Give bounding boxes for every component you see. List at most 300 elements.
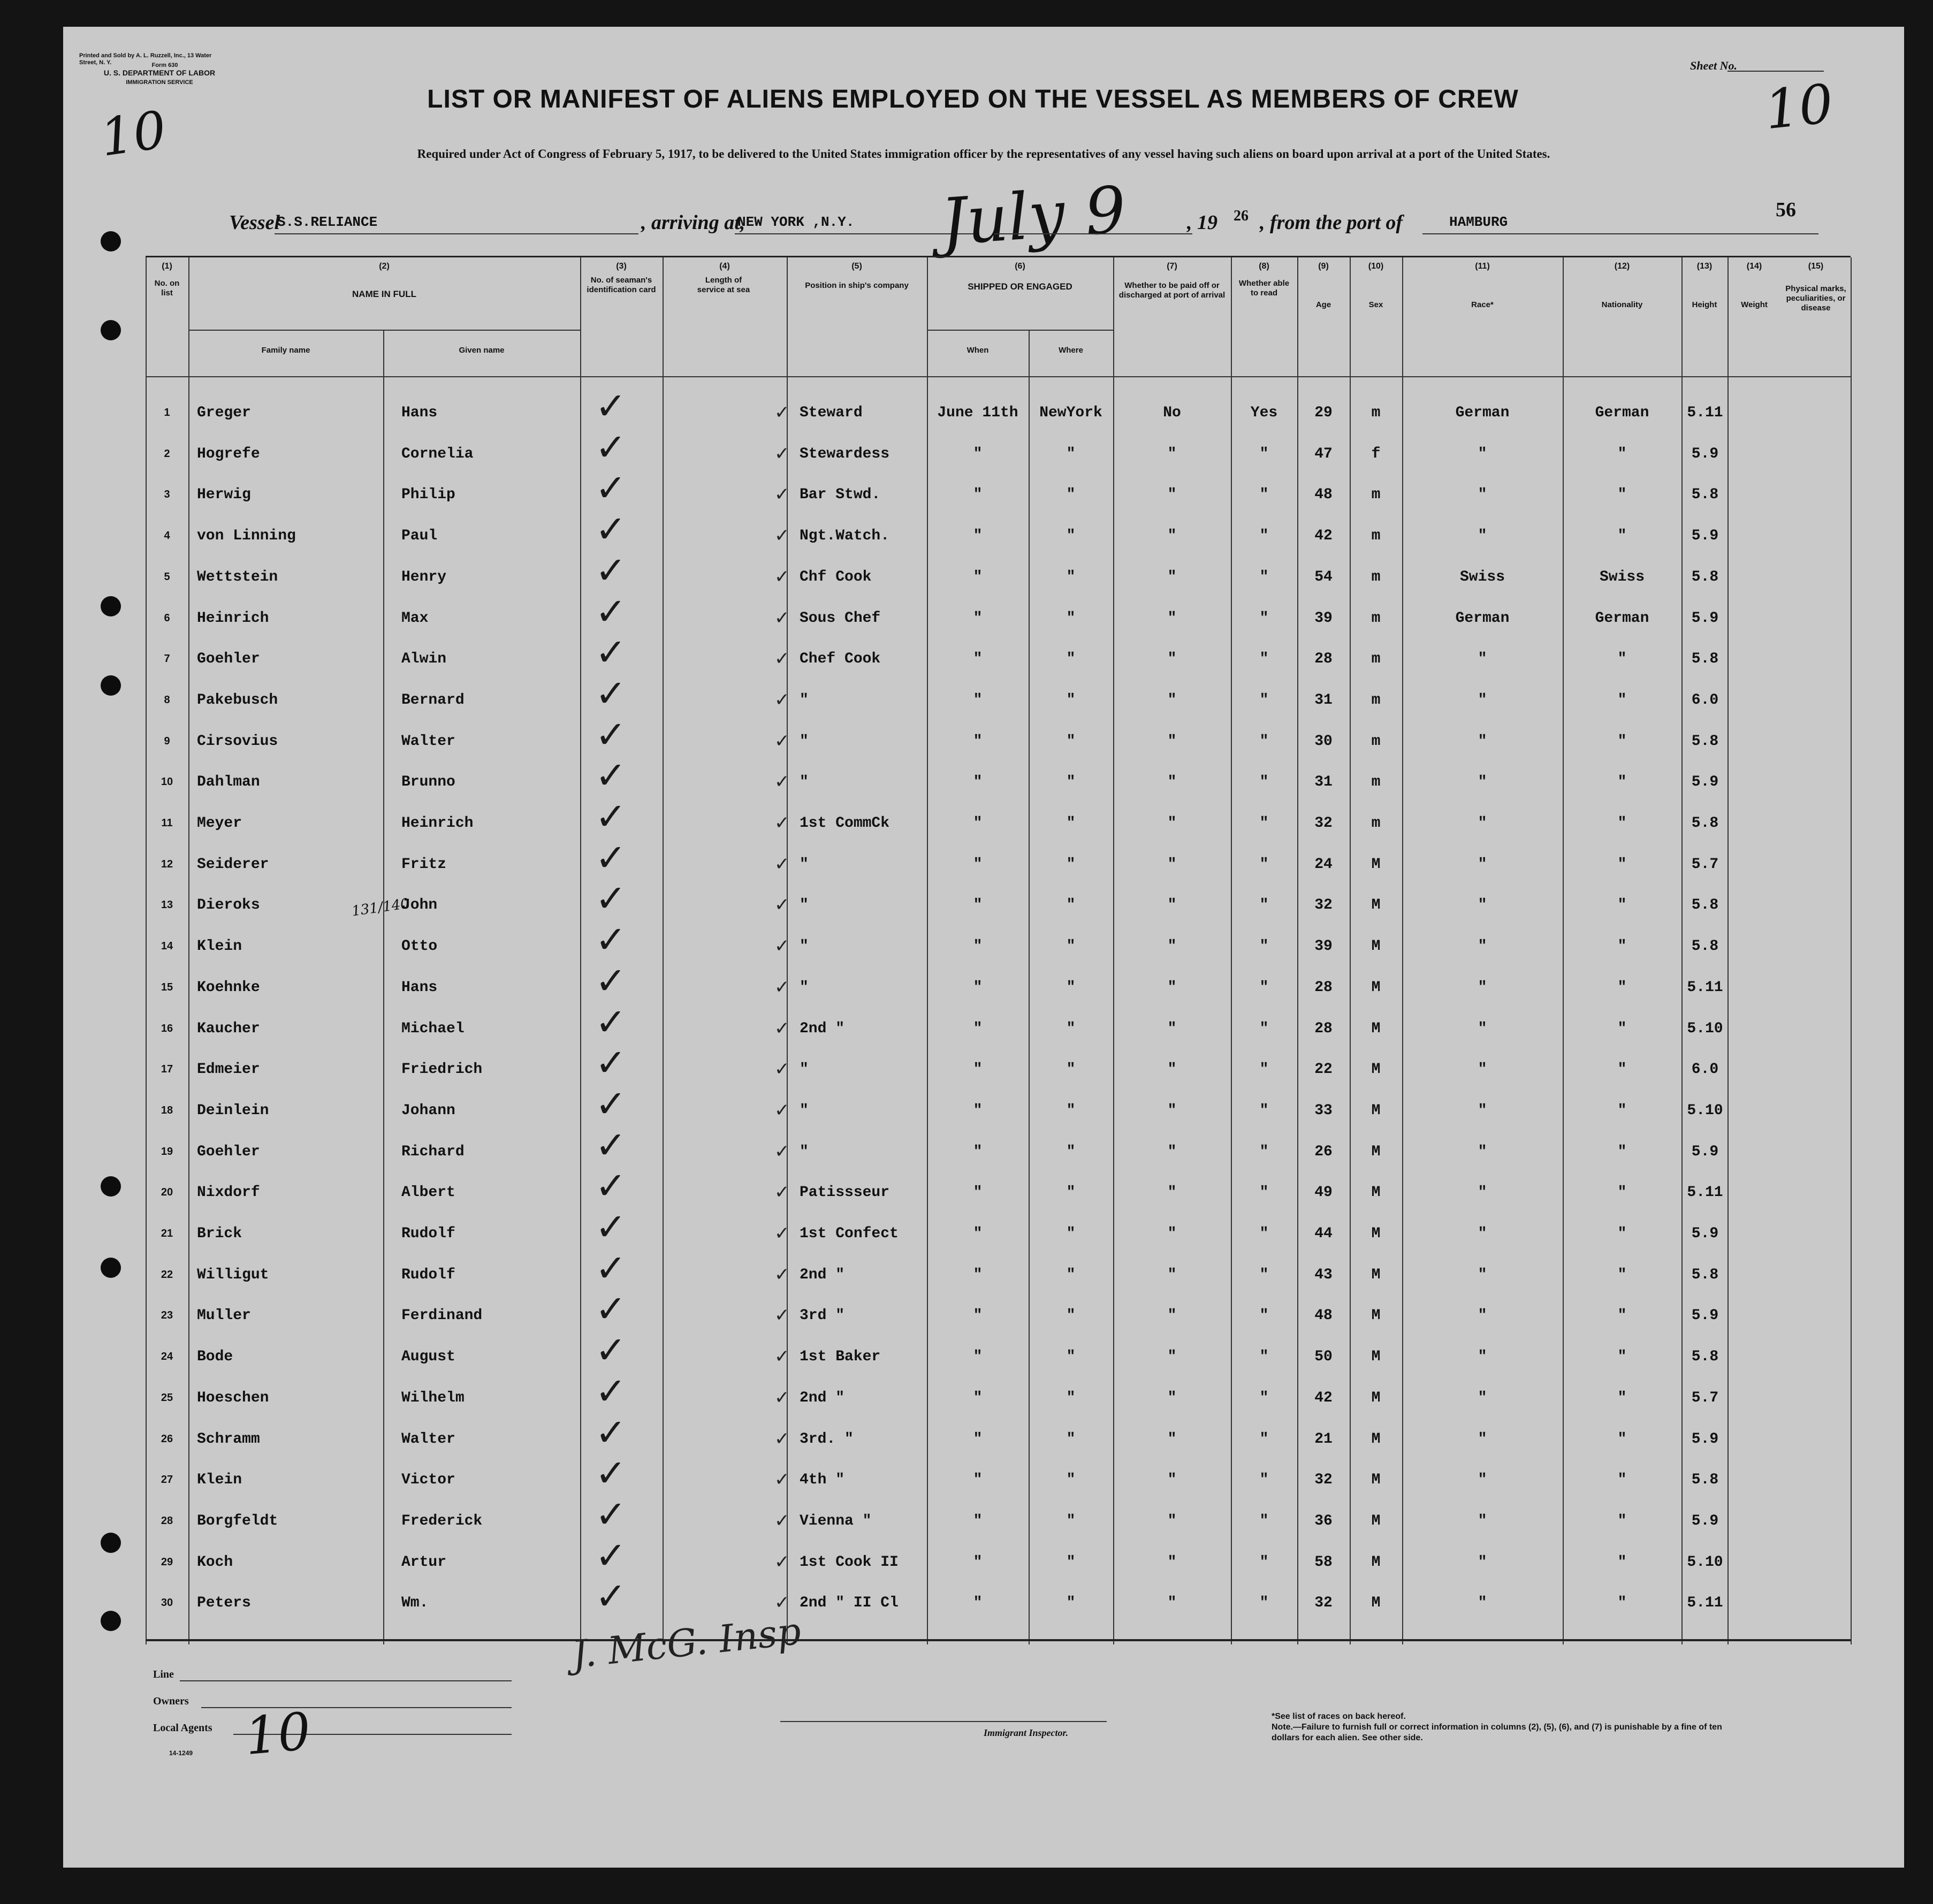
cell-where: " <box>1066 979 1076 996</box>
cell-paid: " <box>1167 938 1177 955</box>
table-row <box>146 507 1851 557</box>
cell-family: Kaucher <box>197 1020 260 1037</box>
cell-position: 3rd. " <box>800 1431 854 1448</box>
cell-where: " <box>1066 486 1076 503</box>
cell-height: 5.11 <box>1687 979 1723 996</box>
cell-when: " <box>973 1102 983 1119</box>
cell-where: " <box>1066 1595 1076 1611</box>
cell-nationality: " <box>1617 1225 1627 1242</box>
cell-nationality: " <box>1617 692 1627 709</box>
page-number: 56 <box>1776 199 1796 221</box>
cell-sex: M <box>1371 1595 1381 1611</box>
cell-race: " <box>1478 486 1487 503</box>
position-check-icon: ✓ <box>774 484 790 505</box>
cell-given: Cornelia <box>401 446 474 462</box>
cell-where: " <box>1066 1431 1076 1448</box>
position-check-icon: ✓ <box>774 1305 790 1326</box>
cell-read: " <box>1259 774 1269 790</box>
cell-paid: " <box>1167 569 1177 585</box>
cell-read: " <box>1259 938 1269 955</box>
vessel-name: S.S.RELIANCE <box>277 214 378 230</box>
cell-where: " <box>1066 1349 1076 1365</box>
cell-nationality: " <box>1617 1102 1627 1119</box>
col-10-number: (10) <box>1368 262 1384 271</box>
cell-read: " <box>1259 1184 1269 1201</box>
cell-read: " <box>1259 486 1269 503</box>
table-row <box>146 753 1851 803</box>
col-8-number: (8) <box>1259 262 1269 271</box>
cell-sex: m <box>1371 528 1381 544</box>
col-1-header: No. on list <box>154 279 180 298</box>
owners-label: Owners <box>153 1695 189 1707</box>
id-card-check-icon: ✓ <box>595 1574 627 1618</box>
cell-paid: " <box>1167 692 1177 709</box>
cell-where: " <box>1066 446 1076 462</box>
cell-when: " <box>973 897 983 913</box>
cell-race: German <box>1455 405 1510 421</box>
cell-paid: " <box>1167 528 1177 544</box>
cell-age: 32 <box>1314 897 1333 913</box>
cell-where: " <box>1066 856 1076 873</box>
id-card-check-icon: ✓ <box>595 1492 627 1536</box>
cell-position: 2nd " <box>800 1390 845 1406</box>
cell-age: 54 <box>1314 569 1333 585</box>
cell-sex: M <box>1371 1225 1381 1242</box>
cell-given: Hans <box>401 405 438 421</box>
col-14-number: (14) <box>1746 262 1762 271</box>
cell-no: 3 <box>164 489 170 500</box>
vessel-label: Vessel <box>229 211 280 234</box>
cell-sex: m <box>1371 486 1381 503</box>
table-row <box>146 713 1851 762</box>
cell-where: " <box>1066 1102 1076 1119</box>
cell-sex: M <box>1371 1390 1381 1406</box>
cell-read: " <box>1259 610 1269 627</box>
position-check-icon: ✓ <box>774 1346 790 1367</box>
cell-where: " <box>1066 692 1076 709</box>
col-9-header: Age <box>1315 300 1331 309</box>
cell-read: " <box>1259 1102 1269 1119</box>
cell-where: " <box>1066 1061 1076 1078</box>
cell-race: " <box>1478 1020 1487 1037</box>
id-card-check-icon: ✓ <box>595 630 627 674</box>
cell-given: Wm. <box>401 1595 429 1611</box>
cell-race: " <box>1478 815 1487 832</box>
cell-nationality: " <box>1617 815 1627 832</box>
cell-family: Hogrefe <box>197 446 260 462</box>
cell-read: " <box>1259 569 1269 585</box>
cell-nationality: " <box>1617 979 1627 996</box>
cell-family: Goehler <box>197 1144 260 1160</box>
cell-when: " <box>973 1144 983 1160</box>
table-row <box>146 1246 1851 1296</box>
cell-when: " <box>973 1061 983 1078</box>
cell-paid: " <box>1167 610 1177 627</box>
cell-nationality: " <box>1617 897 1627 913</box>
cell-when: " <box>973 1390 983 1406</box>
arriving-label: , arriving at, <box>641 211 745 234</box>
cell-age: 58 <box>1314 1554 1333 1571</box>
cell-height: 5.8 <box>1691 1349 1719 1365</box>
from-port: HAMBURG <box>1449 214 1508 230</box>
from-port-underline <box>1422 233 1818 234</box>
cell-height: 5.9 <box>1691 1513 1719 1529</box>
position-check-icon: ✓ <box>774 1264 790 1285</box>
cell-position: " <box>800 897 809 913</box>
cell-nationality: " <box>1617 1390 1627 1406</box>
cell-family: Borgfeldt <box>197 1513 278 1529</box>
cell-given: Otto <box>401 938 438 955</box>
cell-nationality: " <box>1617 774 1627 790</box>
arrival-date: July 9 <box>938 173 1129 260</box>
cell-family: Seiderer <box>197 856 269 873</box>
cell-height: 5.8 <box>1691 733 1719 750</box>
col-1-number: (1) <box>162 262 172 271</box>
id-card-check-icon: ✓ <box>595 549 627 592</box>
cell-paid: " <box>1167 1144 1177 1160</box>
cell-age: 31 <box>1314 692 1333 709</box>
cell-no: 8 <box>164 694 170 706</box>
table-row <box>146 1411 1851 1460</box>
table-row <box>146 425 1851 475</box>
col-9-number: (9) <box>1318 262 1329 271</box>
table-row <box>146 1000 1851 1049</box>
cell-no: 2 <box>164 448 170 460</box>
cell-sex: M <box>1371 938 1381 955</box>
cell-given: Walter <box>401 733 455 750</box>
position-check-icon: ✓ <box>774 1387 790 1408</box>
cell-race: " <box>1478 856 1487 873</box>
cell-age: 32 <box>1314 1595 1333 1611</box>
cell-when: " <box>973 979 983 996</box>
cell-age: 24 <box>1314 856 1333 873</box>
cell-no: 23 <box>161 1309 173 1321</box>
cell-family: Wettstein <box>197 569 278 585</box>
date-underline <box>994 233 1192 234</box>
cell-position: 1st Baker <box>800 1349 881 1365</box>
cell-where: " <box>1066 1225 1076 1242</box>
cell-sex: M <box>1371 1184 1381 1201</box>
cell-position: " <box>800 938 809 955</box>
cell-age: 50 <box>1314 1349 1333 1365</box>
table-row <box>146 1369 1851 1419</box>
cell-nationality: " <box>1617 486 1627 503</box>
cell-given: Bernard <box>401 692 465 709</box>
cell-position: 2nd " <box>800 1267 845 1283</box>
vessel-underline <box>275 233 638 234</box>
cell-position: 2nd " <box>800 1020 845 1037</box>
cell-sex: M <box>1371 1349 1381 1365</box>
service-label: IMMIGRATION SERVICE <box>126 79 193 86</box>
cell-paid: " <box>1167 1020 1177 1037</box>
cell-age: 39 <box>1314 610 1333 627</box>
cell-paid: " <box>1167 897 1177 913</box>
id-card-check-icon: ✓ <box>595 507 627 551</box>
position-check-icon: ✓ <box>774 443 790 464</box>
cell-race: " <box>1478 1390 1487 1406</box>
cell-read: " <box>1259 1061 1269 1078</box>
table-row <box>146 672 1851 721</box>
cell-height: 5.9 <box>1691 528 1719 544</box>
cell-no: 30 <box>161 1597 173 1609</box>
cell-sex: M <box>1371 979 1381 996</box>
cell-race: " <box>1478 1061 1487 1078</box>
cell-when: " <box>973 733 983 750</box>
position-check-icon: ✓ <box>774 935 790 957</box>
year-suffix: 26 <box>1234 208 1249 224</box>
cell-height: 5.8 <box>1691 651 1719 667</box>
inspector-field <box>780 1721 1107 1722</box>
col-2-number: (2) <box>379 262 390 271</box>
cell-read: " <box>1259 1431 1269 1448</box>
table-row <box>146 384 1851 433</box>
cell-nationality: " <box>1617 733 1627 750</box>
table-row <box>146 466 1851 515</box>
cell-position: 1st Cook II <box>800 1554 899 1571</box>
cell-read: " <box>1259 1390 1269 1406</box>
cell-no: 9 <box>164 735 170 747</box>
col-12-header: Nationality <box>1601 300 1643 309</box>
cell-nationality: " <box>1617 1020 1627 1037</box>
cell-read: " <box>1259 815 1269 832</box>
cell-when: " <box>973 856 983 873</box>
cell-position: " <box>800 979 809 996</box>
cell-sex: M <box>1371 1020 1381 1037</box>
cell-paid: " <box>1167 733 1177 750</box>
position-check-icon: ✓ <box>774 1182 790 1203</box>
cell-paid: " <box>1167 1102 1177 1119</box>
cell-position: Patissseur <box>800 1184 890 1201</box>
position-check-icon: ✓ <box>774 566 790 588</box>
cell-when: " <box>973 1554 983 1571</box>
cell-height: 5.8 <box>1691 897 1719 913</box>
printer-credit: Printed and Sold by A. L. Ruzzell, Inc., 13 Water Street, N. Y. <box>79 52 212 66</box>
cell-given: Henry <box>401 569 447 585</box>
col-3-number: (3) <box>616 262 627 271</box>
penalty-note: Note.—Failure to furnish full or correct information in columns (2), (5), (6), and (7) is punishable by a fine of ten dollars for each alien. See other side. <box>1272 1723 1722 1742</box>
cell-read: " <box>1259 1020 1269 1037</box>
cell-given: Richard <box>401 1144 465 1160</box>
cell-given: Friedrich <box>401 1061 483 1078</box>
local-agents-label: Local Agents <box>153 1722 212 1734</box>
cell-sex: M <box>1371 1431 1381 1448</box>
position-check-icon: ✓ <box>774 1223 790 1244</box>
cell-read: " <box>1259 651 1269 667</box>
cell-sex: M <box>1371 1472 1381 1488</box>
cell-race: " <box>1478 1554 1487 1571</box>
cell-given: Michael <box>401 1020 465 1037</box>
cell-read: " <box>1259 1554 1269 1571</box>
cell-height: 5.8 <box>1691 1472 1719 1488</box>
cell-sex: m <box>1371 569 1381 585</box>
cell-position: Stewardess <box>800 446 890 462</box>
cell-read: " <box>1259 1144 1269 1160</box>
cell-no: 14 <box>161 940 173 952</box>
cell-position: " <box>800 1061 809 1078</box>
id-card-check-icon: ✓ <box>595 713 627 757</box>
cell-no: 4 <box>164 530 170 542</box>
id-card-check-icon: ✓ <box>595 918 627 962</box>
cell-where: " <box>1066 1267 1076 1283</box>
table-row <box>146 1534 1851 1583</box>
cell-given: Rudolf <box>401 1267 455 1283</box>
position-check-icon: ✓ <box>774 854 790 875</box>
cell-age: 47 <box>1314 446 1333 462</box>
cell-sex: M <box>1371 856 1381 873</box>
cell-sex: M <box>1371 1061 1381 1078</box>
id-card-check-icon: ✓ <box>595 1246 627 1290</box>
id-card-check-icon: ✓ <box>595 1205 627 1249</box>
col-10-header: Sex <box>1368 300 1383 309</box>
cell-race: " <box>1478 446 1487 462</box>
table-row <box>146 549 1851 598</box>
cell-family: Dieroks <box>197 897 260 913</box>
cell-family: Brick <box>197 1225 242 1242</box>
cell-where: " <box>1066 1020 1076 1037</box>
cell-paid: " <box>1167 856 1177 873</box>
col-2-header: NAME IN FULL <box>352 289 416 299</box>
id-card-check-icon: ✓ <box>595 1451 627 1495</box>
col-7-number: (7) <box>1167 262 1177 271</box>
cell-no: 6 <box>164 612 170 624</box>
cell-position: " <box>800 856 809 873</box>
cell-given: Heinrich <box>401 815 474 832</box>
cell-given: Frederick <box>401 1513 483 1529</box>
cell-given: Ferdinand <box>401 1307 483 1324</box>
cell-nationality: " <box>1617 1513 1627 1529</box>
cell-no: 17 <box>161 1063 173 1075</box>
cell-when: June 11th <box>937 405 1018 421</box>
cell-position: " <box>800 692 809 709</box>
page-subtitle: Required under Act of Congress of February 5, 1917, to be delivered to the United States immigration officer by the representatives of any vessel having such aliens on board upon arrival at a port of the United States. <box>417 147 1550 161</box>
cell-height: 5.8 <box>1691 938 1719 955</box>
cell-nationality: German <box>1595 405 1649 421</box>
cell-paid: " <box>1167 651 1177 667</box>
cell-no: 26 <box>161 1433 173 1445</box>
id-card-check-icon: ✓ <box>595 1534 627 1578</box>
sheet-number: 10 <box>1762 72 1836 142</box>
cell-height: 5.9 <box>1691 1225 1719 1242</box>
cell-age: 32 <box>1314 815 1333 832</box>
cell-read: " <box>1259 1595 1269 1611</box>
cell-family: Willigut <box>197 1267 269 1283</box>
cell-no: 20 <box>161 1186 173 1198</box>
position-check-icon: ✓ <box>774 1018 790 1039</box>
cell-read: " <box>1259 528 1269 544</box>
cell-age: 28 <box>1314 1020 1333 1037</box>
cell-race: " <box>1478 1472 1487 1488</box>
cell-read: " <box>1259 1267 1269 1283</box>
cell-given: Wilhelm <box>401 1390 465 1406</box>
cell-nationality: " <box>1617 938 1627 955</box>
cell-position: 2nd " II Cl <box>800 1595 899 1611</box>
cell-no: 1 <box>164 407 170 418</box>
cell-given: August <box>401 1349 455 1365</box>
cell-age: 49 <box>1314 1184 1333 1201</box>
cell-height: 5.10 <box>1687 1102 1723 1119</box>
table-row <box>146 959 1851 1008</box>
sheet-line <box>1727 71 1824 72</box>
cell-family: Pakebusch <box>197 692 278 709</box>
cell-nationality: " <box>1617 651 1627 667</box>
col-11-number: (11) <box>1475 262 1490 271</box>
punch-hole <box>101 596 121 616</box>
department-label: U. S. DEPARTMENT OF LABOR <box>103 68 216 77</box>
cell-read: " <box>1259 1349 1269 1365</box>
cell-given: Fritz <box>401 856 447 873</box>
cell-when: " <box>973 1225 983 1242</box>
cell-race: " <box>1478 733 1487 750</box>
cell-given: John <box>401 897 438 913</box>
crew-table <box>146 256 1851 1644</box>
cell-race: " <box>1478 692 1487 709</box>
cell-paid: " <box>1167 1061 1177 1078</box>
cell-when: " <box>973 486 983 503</box>
cell-nationality: " <box>1617 446 1627 462</box>
cell-where: " <box>1066 1307 1076 1324</box>
sheet-label: Sheet No. <box>1690 59 1737 72</box>
cell-age: 22 <box>1314 1061 1333 1078</box>
cell-height: 5.9 <box>1691 446 1719 462</box>
id-card-check-icon: ✓ <box>595 384 627 428</box>
inspector-signature: J. McG. Insp <box>569 1609 803 1677</box>
id-card-check-icon: ✓ <box>595 1369 627 1413</box>
id-card-check-icon: ✓ <box>595 877 627 920</box>
cell-age: 33 <box>1314 1102 1333 1119</box>
position-check-icon: ✓ <box>774 607 790 629</box>
cell-race: " <box>1478 651 1487 667</box>
row-12-annotation: 131/140 <box>351 895 410 920</box>
cell-height: 5.11 <box>1687 405 1723 421</box>
cell-when: " <box>973 1184 983 1201</box>
id-card-check-icon: ✓ <box>595 590 627 634</box>
cell-family: Meyer <box>197 815 242 832</box>
cell-read: " <box>1259 446 1269 462</box>
cell-no: 19 <box>161 1146 173 1157</box>
cell-when: " <box>973 1595 983 1611</box>
cell-age: 48 <box>1314 486 1333 503</box>
id-card-check-icon: ✓ <box>595 1287 627 1331</box>
cell-age: 36 <box>1314 1513 1333 1529</box>
cell-when: " <box>973 569 983 585</box>
cell-no: 28 <box>161 1515 173 1527</box>
cell-position: Bar Stwd. <box>800 486 881 503</box>
col-6a-header: When <box>966 346 989 355</box>
cell-family: Klein <box>197 1472 242 1488</box>
table-row <box>146 795 1851 844</box>
cell-given: Walter <box>401 1431 455 1448</box>
cell-position: Steward <box>800 405 863 421</box>
cell-paid: " <box>1167 1349 1177 1365</box>
cell-position: 1st CommCk <box>800 815 890 832</box>
cell-height: 6.0 <box>1691 692 1719 709</box>
cell-given: Albert <box>401 1184 455 1201</box>
id-card-check-icon: ✓ <box>595 1041 627 1085</box>
table-row <box>146 1041 1851 1090</box>
cell-where: " <box>1066 1144 1076 1160</box>
cell-race: " <box>1478 938 1487 955</box>
cell-height: 5.8 <box>1691 1267 1719 1283</box>
cell-nationality: Swiss <box>1599 569 1645 585</box>
cell-nationality: " <box>1617 1061 1627 1078</box>
cell-where: " <box>1066 815 1076 832</box>
cell-sex: M <box>1371 1267 1381 1283</box>
table-row <box>146 1574 1851 1624</box>
cell-position: " <box>800 1144 809 1160</box>
cell-position: Vienna " <box>800 1513 872 1529</box>
cell-height: 5.8 <box>1691 815 1719 832</box>
cell-position: " <box>800 774 809 790</box>
